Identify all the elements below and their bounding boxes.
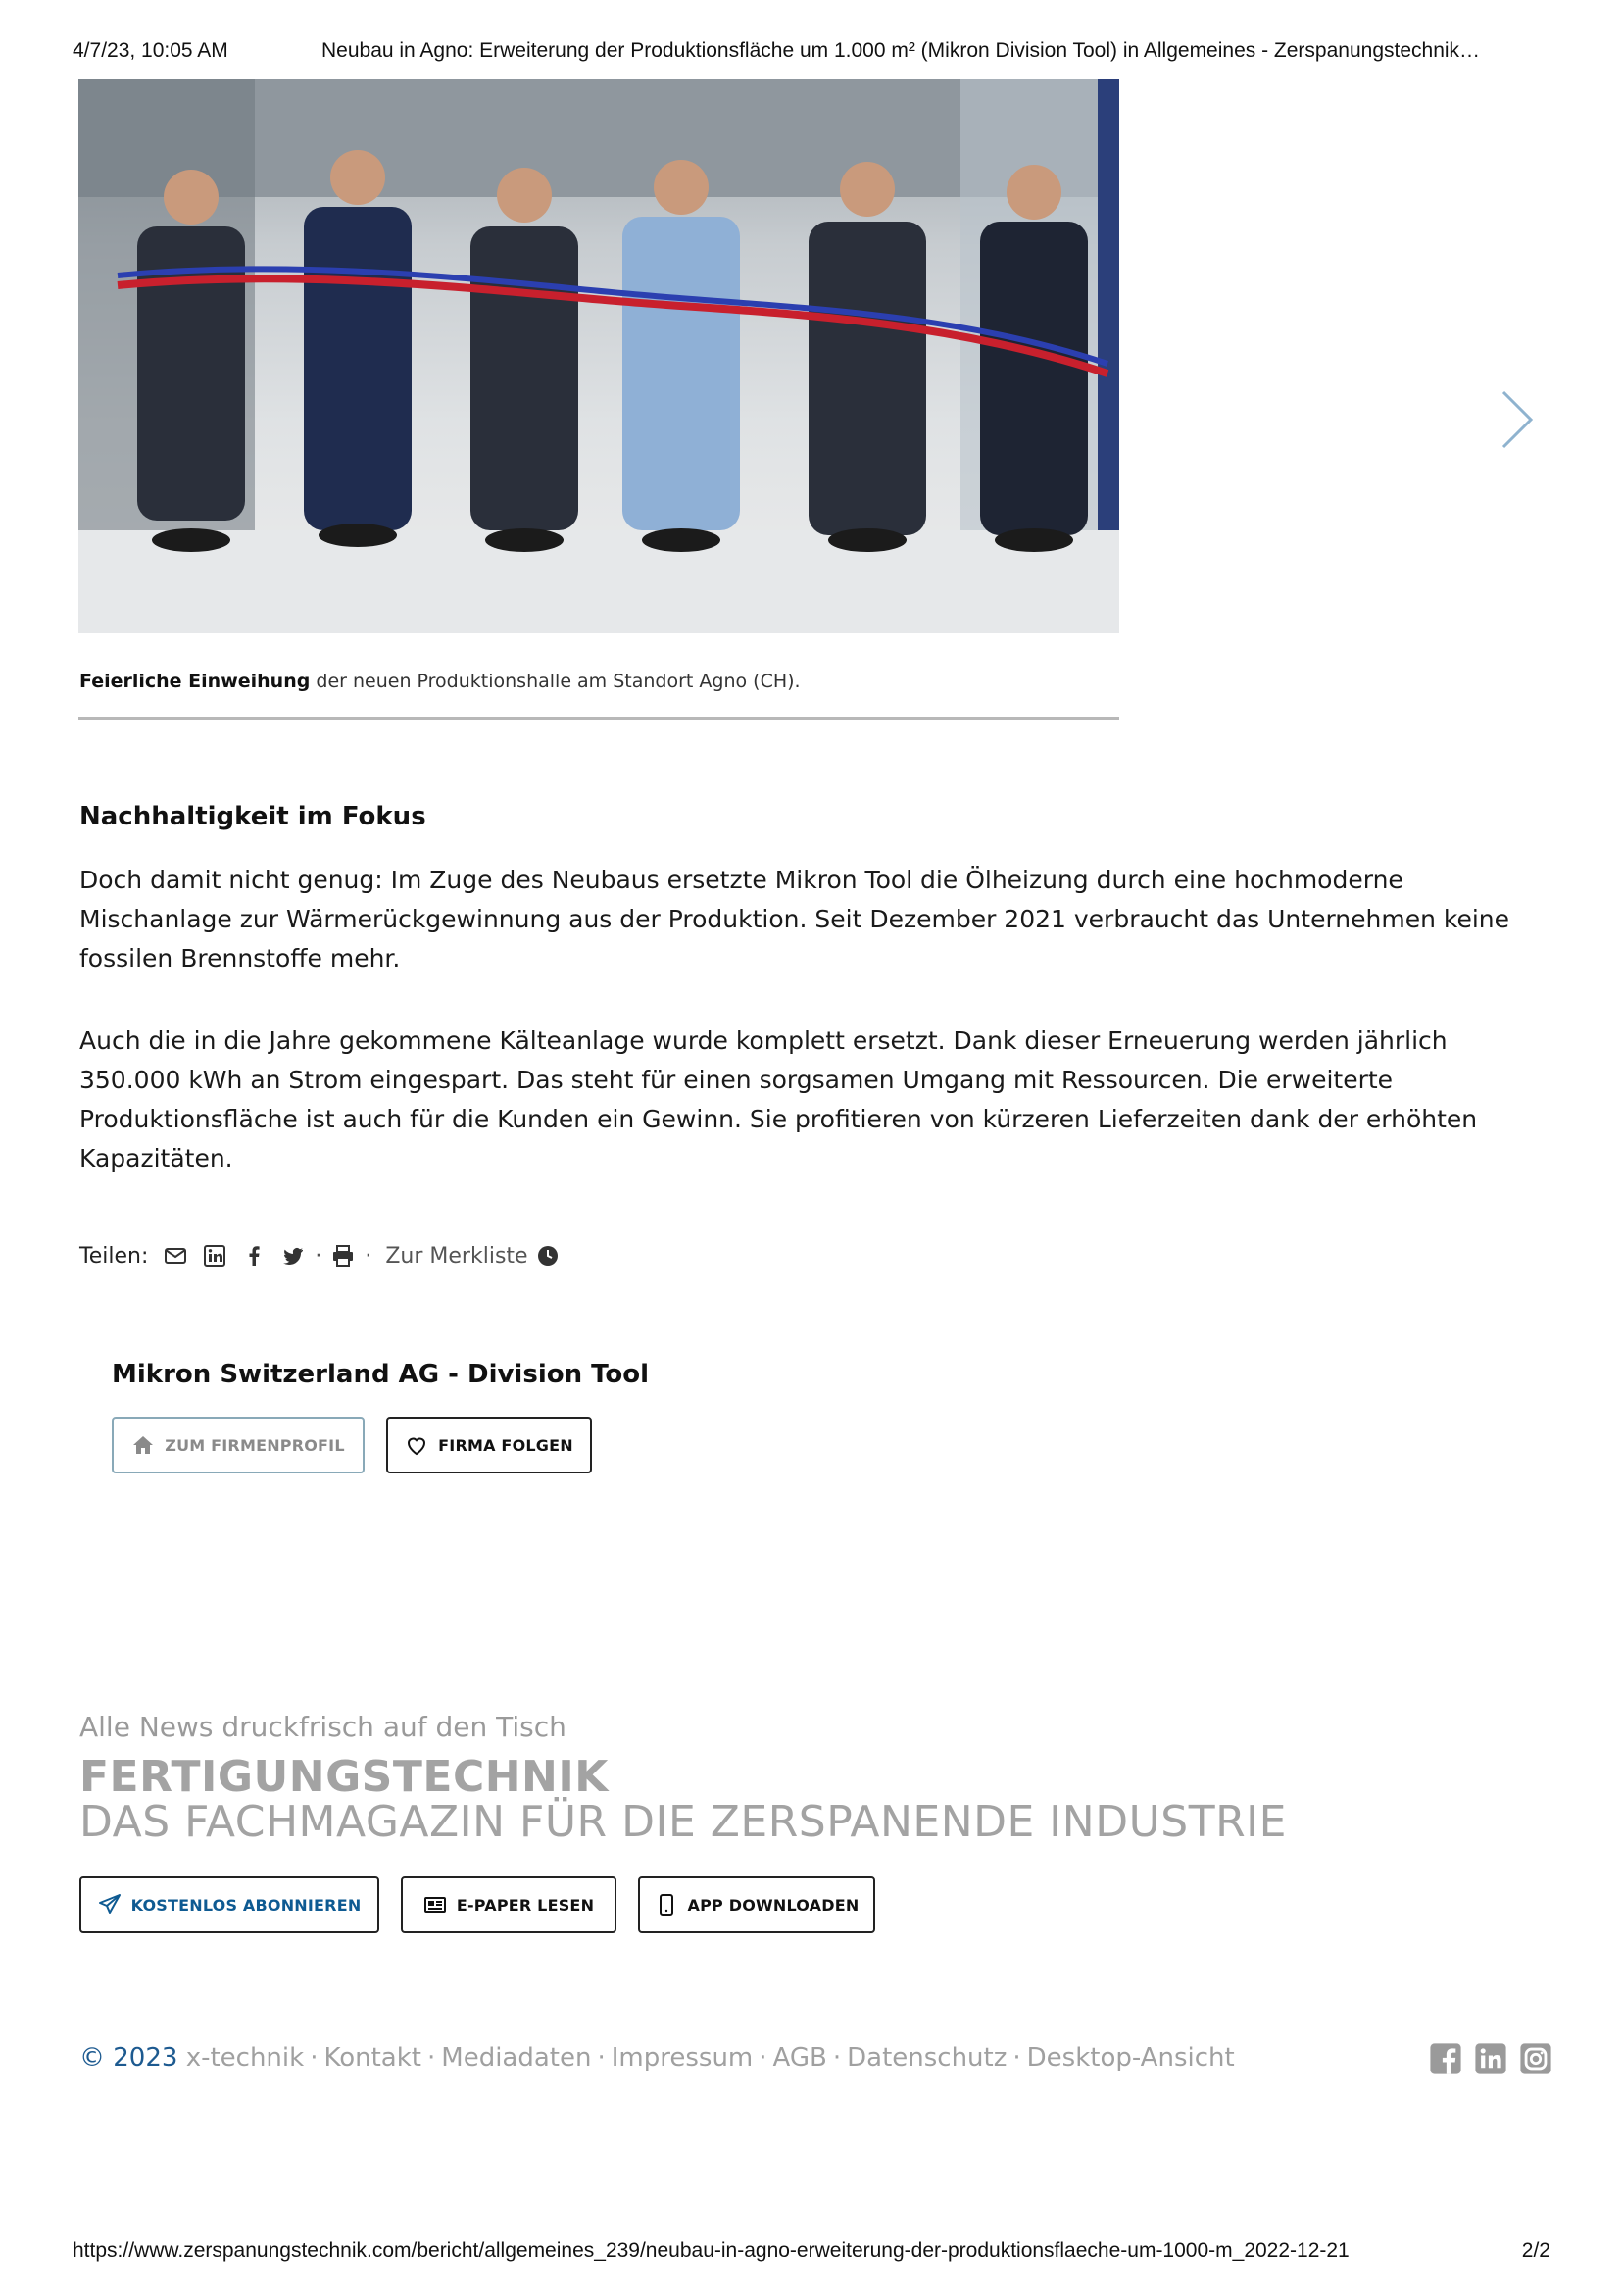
footer-separator: · [759, 2043, 767, 2072]
print-page-number: 2/2 [1521, 2239, 1550, 2262]
print-datetime: 4/7/23, 10:05 AM [73, 39, 228, 62]
facebook-icon [242, 1244, 266, 1268]
share-label: Teilen: [79, 1243, 149, 1269]
instagram-icon [1519, 2042, 1552, 2075]
share-mail[interactable] [164, 1244, 187, 1268]
footer-link-mediadaten[interactable]: Mediadaten [441, 2043, 592, 2072]
caption-divider [78, 717, 1119, 720]
article-photo [78, 79, 1119, 633]
heart-icon [405, 1433, 428, 1457]
share-print[interactable] [331, 1244, 355, 1268]
footer-link-desktop-ansicht[interactable]: Desktop-Ansicht [1026, 2043, 1235, 2072]
footer-separator: · [427, 2043, 436, 2072]
company-profile-button[interactable] [112, 1417, 365, 1473]
gallery-next-button[interactable] [1500, 388, 1535, 451]
print-header [73, 39, 1550, 69]
subscribe-label: KOSTENLOS ABONNIEREN [130, 1895, 362, 1915]
magazine-title: FERTIGUNGSTECHNIK [79, 1752, 609, 1802]
footer-separator: · [597, 2043, 606, 2072]
smartphone-icon [655, 1893, 678, 1917]
promo-subtitle: Alle News druckfrisch auf den Tisch [79, 1711, 566, 1743]
print-page-title: Neubau in Agno: Erweiterung der Produktionsfläche um 1.000 m² (Mikron Division Tool) in Allgemeines - Zerspanungstechnik… [321, 39, 1481, 62]
linkedin-icon [203, 1244, 226, 1268]
clock-icon [536, 1244, 560, 1268]
share-facebook[interactable] [242, 1244, 266, 1268]
chevron-right-icon [1500, 388, 1535, 451]
caption-text: der neuen Produktionshalle am Standort Agno (CH). [310, 671, 801, 692]
facebook-icon [1429, 2042, 1462, 2075]
article-paragraph-1: Doch damit nicht genug: Im Zuge des Neubaus ersetzte Mikron Tool die Ölheizung durch eine hochmoderne Mischanlage zur Wärmerückgewinnung aus der Produktion. Seit Dezember 2021 verbraucht das Unternehmen keine fossilen Brennstoffe mehr. [79, 866, 1510, 973]
share-linkedin[interactable] [203, 1244, 226, 1268]
bookmark-clock[interactable] [536, 1244, 560, 1268]
follow-company-label: FIRMA FOLGEN [438, 1435, 573, 1455]
footer-link-impressum[interactable]: Impressum [611, 2043, 754, 2072]
share-separator: · [315, 1243, 322, 1269]
footer-separator: · [832, 2043, 842, 2072]
subscribe-button[interactable] [79, 1876, 379, 1933]
site-footer [79, 2043, 1235, 2072]
footer-separator: · [310, 2043, 319, 2072]
share-bar [79, 1241, 560, 1271]
twitter-icon [281, 1244, 305, 1268]
app-download-label: APP DOWNLOADEN [687, 1895, 860, 1915]
ribbon-cutting-photo [78, 79, 1119, 633]
linkedin-icon [1474, 2042, 1507, 2075]
caption-bold: Feierliche Einweihung [79, 671, 311, 692]
social-linkedin[interactable] [1474, 2042, 1507, 2075]
newspaper-icon [423, 1893, 447, 1917]
company-name: Mikron Switzerland AG - Division Tool [112, 1360, 650, 1389]
footer-link-datenschutz[interactable]: Datenschutz [847, 2043, 1008, 2072]
follow-company-button[interactable] [386, 1417, 592, 1473]
bookmark-link[interactable]: Zur Merkliste [385, 1243, 528, 1269]
footer-separator: · [1012, 2043, 1021, 2072]
paper-plane-icon [98, 1893, 122, 1917]
social-instagram[interactable] [1519, 2042, 1552, 2075]
share-twitter[interactable] [281, 1244, 305, 1268]
section-heading: Nachhaltigkeit im Fokus [79, 802, 426, 831]
app-download-button[interactable] [638, 1876, 875, 1933]
magazine-tagline: DAS FACHMAGAZIN FÜR DIE ZERSPANENDE INDUSTRIE [79, 1797, 1287, 1847]
footer-link-kontakt[interactable]: Kontakt [323, 2043, 421, 2072]
mail-icon [164, 1244, 187, 1268]
share-separator-2: · [365, 1243, 372, 1269]
footer-link-x-technik[interactable]: x-technik [185, 2043, 305, 2072]
social-links [1429, 2042, 1552, 2075]
article-paragraph-2: Auch die in die Jahre gekommene Kälteanlage wurde komplett ersetzt. Dank dieser Erneuerung werden jährlich 350.000 kWh an Strom eingespart. Das steht für einen sorgsamen Umgang mit Ressourcen. Die erweiterte Produktionsfläche ist auch für die Kunden ein Gewinn. Sie profitieren von kürzeren Lieferzeiten dank der erhöhten Kapazitäten. [79, 1026, 1478, 1173]
footer-copyright: © 2023 [79, 2043, 178, 2072]
epaper-button[interactable] [401, 1876, 616, 1933]
photo-caption [79, 671, 1119, 692]
social-facebook[interactable] [1429, 2042, 1462, 2075]
footer-link-agb[interactable]: AGB [772, 2043, 827, 2072]
company-profile-label: ZUM FIRMENPROFIL [165, 1435, 345, 1455]
print-footer [73, 2239, 1550, 2269]
home-icon [131, 1433, 155, 1457]
print-url: https://www.zerspanungstechnik.com/bericht/allgemeines_239/neubau-in-agno-erweiterung-der-produktionsflaeche-um-1000-m_2022-12-21 [73, 2239, 1350, 2262]
print-icon [331, 1244, 355, 1268]
epaper-label: E-PAPER LESEN [456, 1895, 595, 1915]
